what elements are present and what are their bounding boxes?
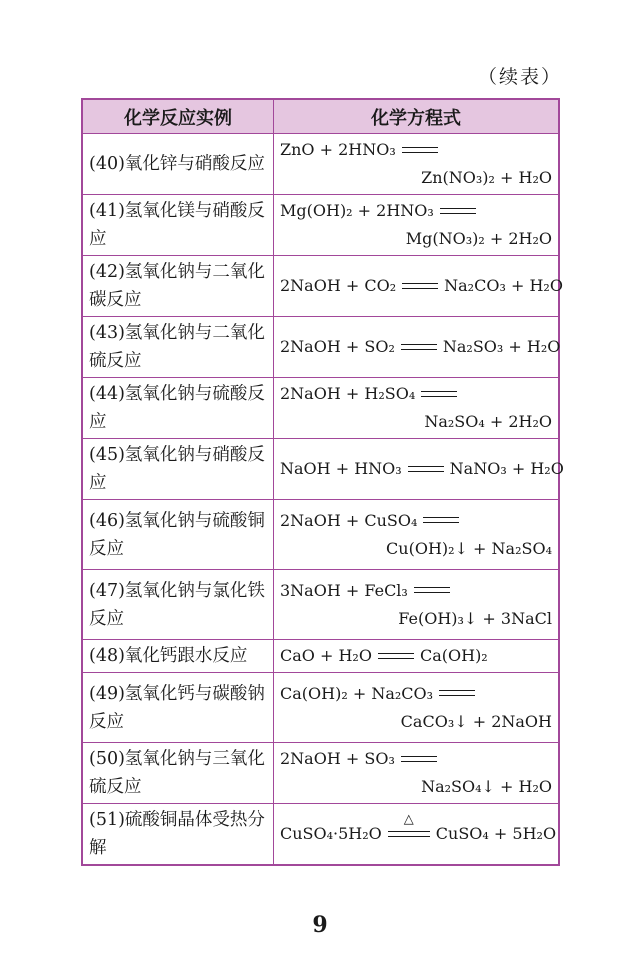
page-number: 9: [312, 912, 328, 938]
chemical-equation: [274, 673, 560, 743]
equation-line: [280, 605, 552, 633]
table-row: [82, 439, 559, 500]
equation-reactants: 2NaOH + CuSO₄: [280, 510, 418, 530]
equation-line: [280, 642, 552, 670]
equation-line: [280, 708, 552, 736]
equation-products: Na₂SO₃ + H₂O: [442, 337, 561, 356]
equation-reactants: 2NaOH + SO₂: [280, 337, 395, 356]
equation-line: [280, 272, 563, 300]
equals-sign: [440, 208, 476, 214]
equation-line: [280, 680, 552, 708]
reaction-name: (50)氢氧化钠与三氧化硫反应: [82, 743, 274, 804]
equals-sign: [408, 466, 444, 472]
heating-equals-sign: [388, 811, 430, 837]
table-row: [82, 256, 559, 317]
equation-line: [280, 408, 552, 436]
reaction-name: (46)氢氧化钠与硫酸铜反应: [82, 500, 274, 570]
table-row: [82, 673, 559, 743]
equals-sign: [421, 391, 457, 397]
chemical-equation: [274, 317, 560, 378]
chemical-equation: [274, 439, 564, 500]
reaction-name: (41)氢氧化镁与硝酸反应: [82, 195, 274, 256]
reaction-table: [81, 98, 564, 866]
table-header-row: [82, 99, 559, 134]
equation-products: CaCO₃↓ + 2NaOH: [400, 711, 552, 731]
equation-products: Na₂SO₄↓ + H₂O: [421, 777, 552, 796]
equation-line: [280, 197, 552, 225]
equation-line: [280, 380, 552, 408]
chemical-equation: [274, 378, 560, 439]
reaction-name: (51)硫酸铜晶体受热分解: [82, 804, 274, 866]
equation-line: [280, 455, 564, 483]
equation-products: Na₂CO₃ + H₂O: [444, 276, 563, 295]
equation-products: CuSO₄ + 5H₂O: [435, 824, 557, 843]
equation-reactants: CaO + H₂O: [280, 646, 372, 665]
reaction-name: (48)氧化钙跟水反应: [82, 640, 274, 673]
table-row: [82, 743, 559, 804]
reaction-name: (45)氢氧化钠与硝酸反应: [82, 439, 274, 500]
table-row: [82, 570, 559, 640]
chemical-equation: [274, 500, 560, 570]
continued-label: （续表）: [477, 66, 562, 88]
reaction-name: (43)氢氧化钠与二氧化硫反应: [82, 317, 274, 378]
table-row: [82, 640, 559, 673]
equals-sign: [402, 147, 438, 153]
reaction-name: (47)氢氧化钠与氯化铁反应: [82, 570, 274, 640]
equation-products: Cu(OH)₂↓ + Na₂SO₄: [386, 538, 552, 558]
chemical-equation: [274, 256, 563, 317]
reaction-name: (40)氧化锌与硝酸反应: [82, 134, 274, 195]
equation-products: Zn(NO₃)₂ + H₂O: [421, 168, 552, 187]
chemical-equation: [274, 743, 560, 804]
table-row: [82, 134, 559, 195]
equals-sign: [378, 653, 414, 659]
equation-products: Na₂SO₄ + 2H₂O: [424, 412, 552, 431]
equation-line: [280, 745, 552, 773]
reaction-name: (49)氢氧化钙与碳酸钠反应: [82, 673, 274, 743]
table-row: [82, 195, 559, 256]
equals-sign: [401, 756, 437, 762]
equation-reactants: 2NaOH + H₂SO₄: [280, 384, 416, 403]
header-reaction-example: 化学反应实例: [82, 99, 274, 134]
equation-reactants: Mg(OH)₂ + 2HNO₃: [280, 201, 434, 220]
equation-reactants: CuSO₄·5H₂O: [280, 824, 382, 843]
equation-reactants: Ca(OH)₂ + Na₂CO₃: [280, 683, 434, 703]
equation-reactants: ZnO + 2HNO₃: [280, 140, 396, 159]
equation-line: [280, 577, 552, 605]
equals-sign: [401, 344, 437, 350]
equation-reactants: 2NaOH + SO₃: [280, 749, 395, 768]
equation-reactants: 2NaOH + CO₂: [280, 276, 397, 295]
equation-products: Mg(NO₃)₂ + 2H₂O: [405, 229, 552, 248]
equation-line: [280, 164, 552, 192]
equation-line: [280, 136, 552, 164]
equation-line: [280, 535, 552, 563]
equals-sign: [423, 517, 459, 523]
equation-reactants: 3NaOH + FeCl₃: [280, 580, 408, 600]
reaction-name: (44)氢氧化钠与硫酸反应: [82, 378, 274, 439]
equation-products: NaNO₃ + H₂O: [449, 459, 564, 478]
equation-line: [280, 225, 552, 253]
equals-sign: [439, 690, 475, 696]
equation-reactants: NaOH + HNO₃: [280, 459, 402, 478]
equation-line: [280, 507, 552, 535]
chemical-equation: [274, 804, 560, 866]
chemical-equation: [274, 640, 560, 673]
equation-line: [280, 333, 561, 361]
chemical-equation: [274, 570, 560, 640]
equation-line: [280, 773, 552, 801]
equation-line: [280, 811, 557, 848]
table-row: [82, 804, 559, 866]
equals-sign: [414, 587, 450, 593]
reaction-name: (42)氢氧化钠与二氧化碳反应: [82, 256, 274, 317]
equation-products: Ca(OH)₂: [419, 646, 488, 665]
chemical-equation: [274, 134, 560, 195]
heat-triangle-icon: △: [403, 811, 414, 827]
header-chemical-equation: 化学方程式: [274, 99, 560, 134]
table-row: [82, 378, 559, 439]
table-row: [82, 500, 559, 570]
chemical-equation: [274, 195, 560, 256]
equation-products: Fe(OH)₃↓ + 3NaCl: [398, 608, 552, 628]
table-row: [82, 317, 559, 378]
equals-sign: [402, 283, 438, 289]
